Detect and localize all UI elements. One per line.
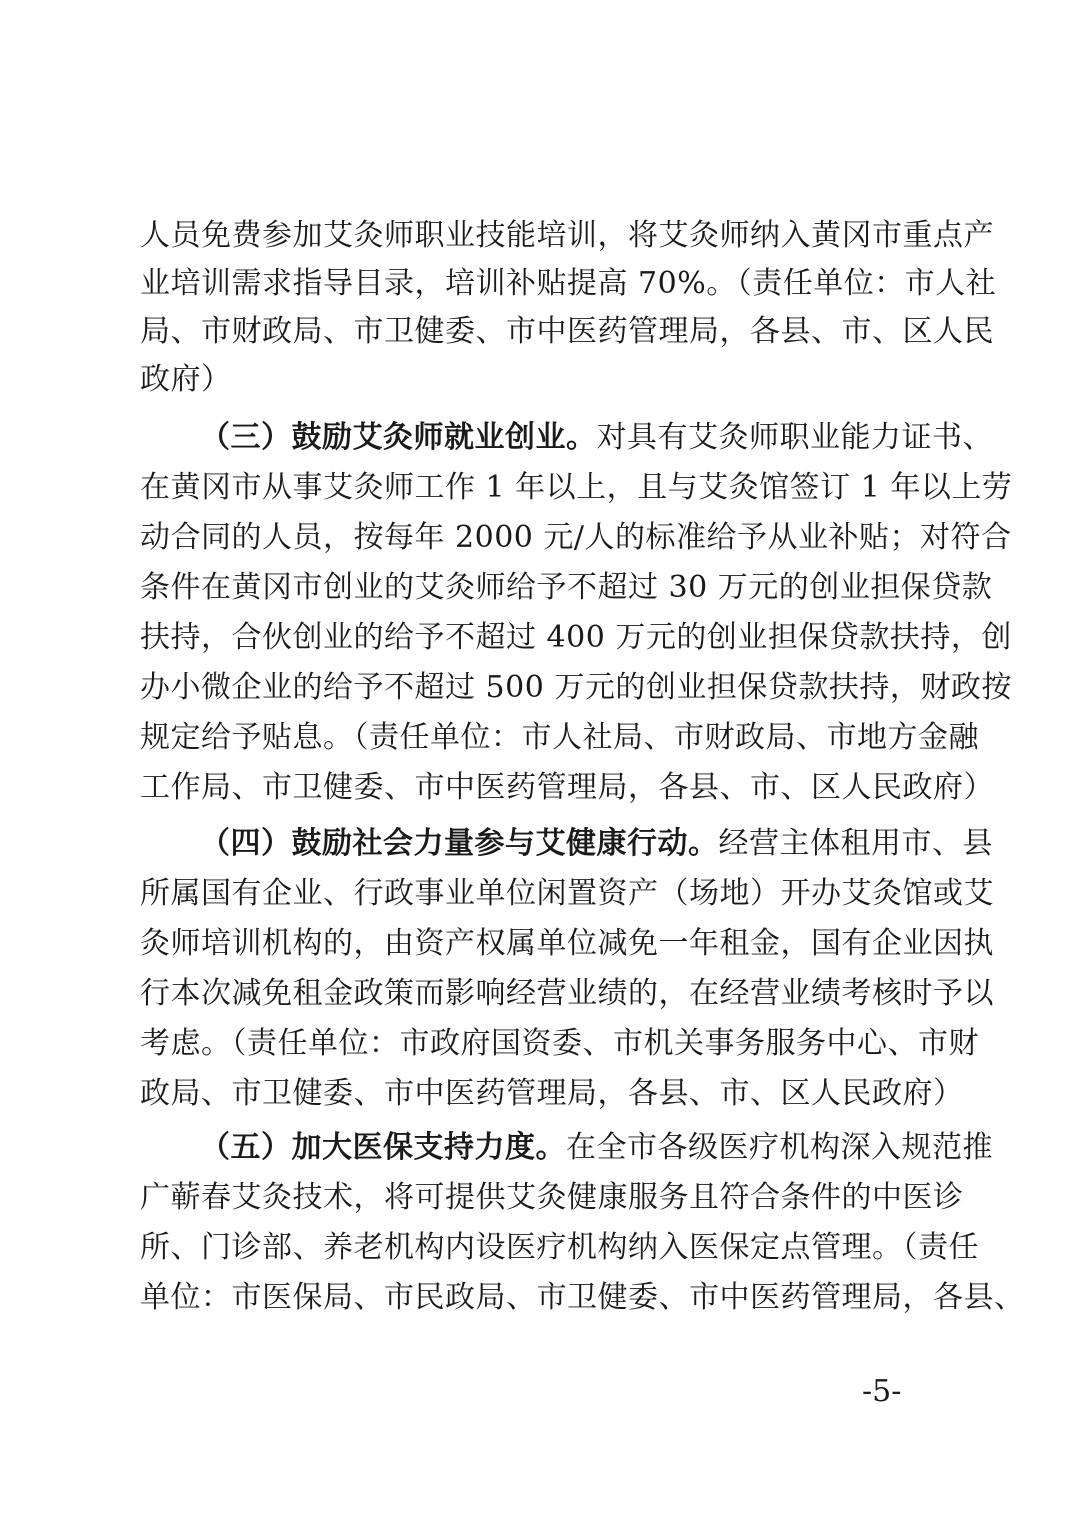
paragraph-2-line-1	[140, 412, 993, 464]
paragraph-4-line-2: 广蕲春艾灸技术，将可提供艾灸健康服务且符合条件的中医诊	[140, 1180, 964, 1215]
paragraph-3-line-1-text: 经营主体租用市、县	[718, 826, 993, 861]
paragraph-2-line-2: 在黄冈市从事艾灸师工作 1 年以上，且与艾灸馆签订 1 年以上劳	[140, 470, 1013, 505]
paragraph-3-line-6: 政局、市卫健委、市中医药管理局，各县、市、区人民政府）	[140, 1076, 964, 1111]
section-heading-4: （四）鼓励社会力量参与艾健康行动。	[200, 826, 719, 861]
paragraph-2-line-7: 规定给予贴息。（责任单位：市人社局、市财政局、市地方金融	[140, 720, 979, 755]
paragraph-1-line-3: 局、市财政局、市卫健委、市中医药管理局，各县、市、区人民	[140, 314, 994, 349]
section-heading-3: （三）鼓励艾灸师就业创业。	[200, 420, 597, 455]
paragraph-4-line-4: 单位：市医保局、市民政局、市卫健委、市中医药管理局，各县、	[140, 1280, 1025, 1315]
paragraph-2-line-4: 条件在黄冈市创业的艾灸师给予不超过 30 万元的创业担保贷款	[140, 570, 993, 605]
paragraph-4-line-3: 所、门诊部、养老机构内设医疗机构纳入医保定点管理。（责任	[140, 1230, 979, 1265]
paragraph-2-line-8: 工作局、市卫健委、市中医药管理局，各县、市、区人民政府）	[140, 770, 994, 805]
paragraph-1-line-2: 业培训需求指导目录，培训补贴提高 70%。（责任单位：市人社	[140, 266, 997, 301]
paragraph-3-line-2: 所属国有企业、行政事业单位闲置资产（场地）开办艾灸馆或艾	[140, 876, 994, 911]
paragraph-4-line-1	[140, 1122, 993, 1174]
paragraph-3-line-4: 行本次减免租金政策而影响经营业绩的，在经营业绩考核时予以	[140, 976, 994, 1011]
paragraph-2-line-1-text: 对具有艾灸师职业能力证书、	[596, 420, 993, 455]
paragraph-3-line-1	[140, 818, 993, 870]
paragraph-2-line-3: 动合同的人员，按每年 2000 元/人的标准给予从业补贴；对符合	[140, 520, 1012, 555]
paragraph-2-line-5: 扶持，合伙创业的给予不超过 400 万元的创业担保贷款扶持，创	[140, 620, 1012, 655]
paragraph-3-line-5: 考虑。（责任单位：市政府国资委、市机关事务服务中心、市财	[140, 1026, 979, 1061]
paragraph-3-line-3: 灸师培训机构的，由资产权属单位减免一年租金，国有企业因执	[140, 926, 994, 961]
paragraph-1-line-4: 政府）	[140, 362, 232, 397]
section-heading-5: （五）加大医保支持力度。	[200, 1130, 566, 1165]
paragraph-1-line-1: 人员免费参加艾灸师职业技能培训，将艾灸师纳入黄冈市重点产	[140, 218, 994, 253]
paragraph-2-line-6: 办小微企业的给予不超过 500 万元的创业担保贷款扶持，财政按	[140, 670, 1012, 705]
page-number: -5-	[862, 1374, 902, 1409]
paragraph-4-line-1-text: 在全市各级医疗机构深入规范推	[566, 1130, 993, 1165]
